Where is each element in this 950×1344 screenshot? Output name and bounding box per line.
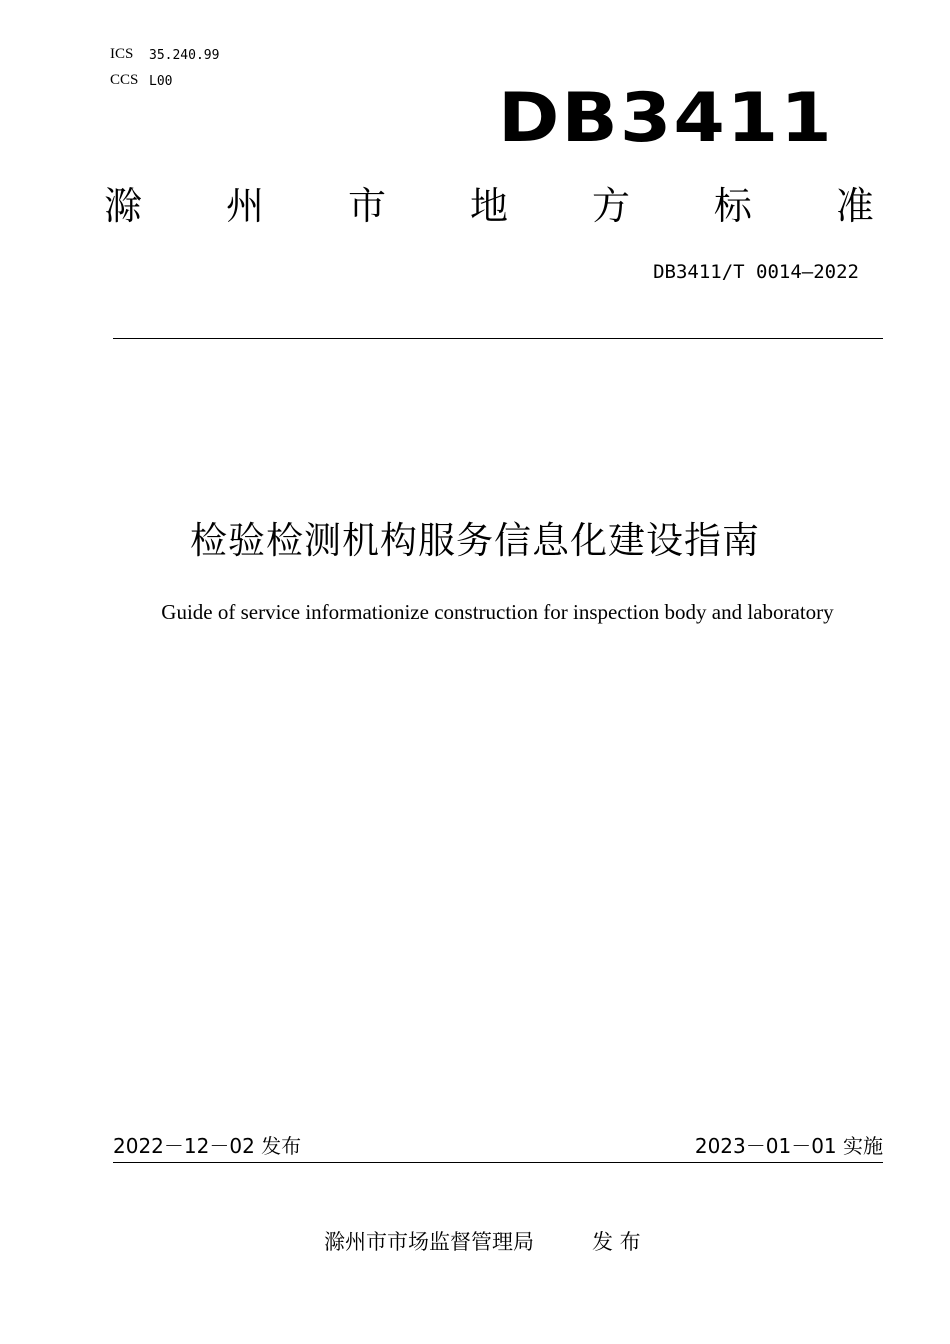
ics-label: ICS: [110, 46, 134, 62]
standard-mark: DB3411: [498, 78, 834, 158]
standard-type-char: 地: [469, 184, 508, 228]
implement-date: 2023－01－01 实施: [694, 1134, 883, 1158]
issuer-action: 发 布: [592, 1230, 641, 1254]
standard-type-char: 方: [591, 184, 630, 228]
standard-type-char: 市: [347, 184, 386, 228]
standard-type-char: 滁: [104, 184, 143, 228]
document-title-cn: 检验检测机构服务信息化建设指南: [190, 519, 760, 562]
document-title-en: Guide of service informationize construction for inspection body and laboratory: [161, 600, 834, 624]
ccs-label: CCS: [110, 72, 139, 88]
publish-date: 2022－12－02 发布: [113, 1134, 302, 1158]
standard-type-heading: [104, 182, 874, 230]
ics-value: 35.240.99: [149, 48, 220, 63]
standard-type-char: 准: [835, 184, 874, 228]
standard-type-char: 州: [225, 184, 264, 228]
ccs-value: L00: [149, 74, 173, 89]
standard-number: DB3411/T 0014—2022: [653, 261, 859, 283]
header-divider: [113, 338, 883, 339]
standard-type-char: 标: [713, 184, 752, 228]
footer-divider: [113, 1162, 883, 1163]
issuer-name: 滁州市市场监督管理局: [324, 1230, 534, 1254]
